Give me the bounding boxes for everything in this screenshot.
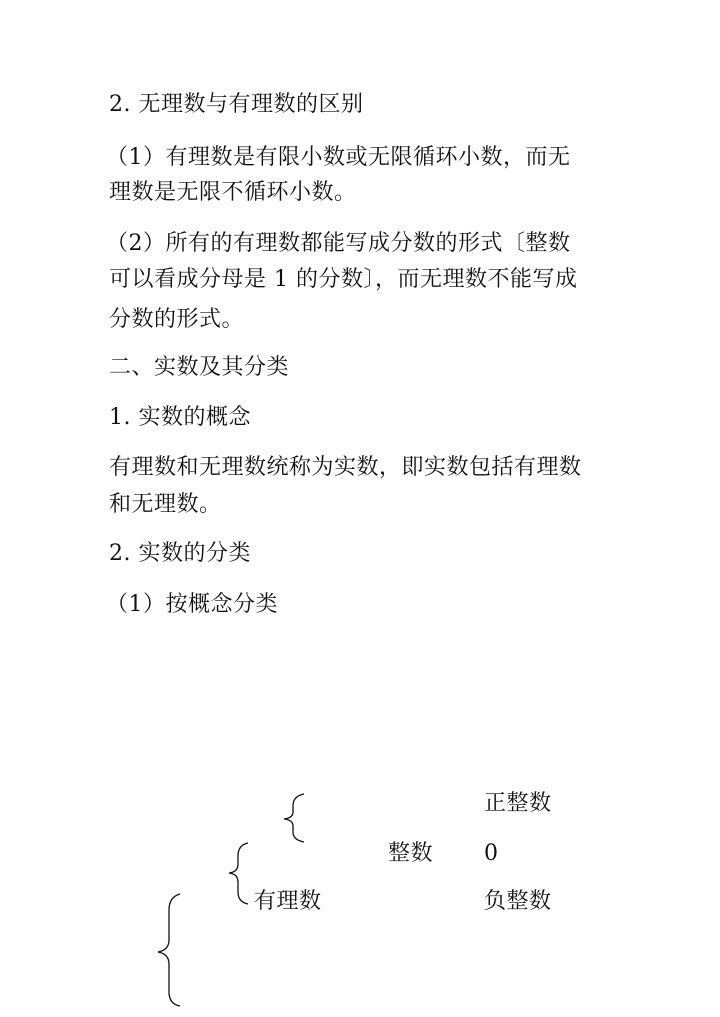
- tree-label-positive-integer: 正整数: [484, 791, 552, 816]
- paragraph-point2-line1: （2）所有的有理数都能写成分数的形式〔整数: [106, 231, 571, 256]
- subheading-by-concept: （1）按概念分类: [106, 592, 278, 617]
- paragraph-concept-line2: 和无理数。: [109, 492, 222, 517]
- paragraph-point1-line2: 理数是无限不循环小数。: [109, 180, 357, 205]
- tree-label-zero: 0: [484, 841, 499, 866]
- integer-brace: [284, 794, 304, 842]
- part-heading-real-numbers: 二、实数及其分类: [109, 355, 290, 380]
- rational-brace: [229, 843, 248, 904]
- section-heading-classification: 2. 实数的分类: [109, 541, 251, 566]
- tree-label-negative-integer: 负整数: [484, 889, 552, 914]
- tree-label-integer: 整数: [388, 841, 434, 866]
- tree-label-rational: 有理数: [254, 889, 322, 914]
- paragraph-point1-line1: （1）有理数是有限小数或无限循环小数，而无: [106, 145, 571, 170]
- paragraph-concept-line1: 有理数和无理数统称为实数，即实数包括有理数: [109, 455, 582, 480]
- paragraph-point2-line3: 分数的形式。: [109, 307, 245, 332]
- paragraph-point2-line2: 可以看成分母是 1 的分数〕，而无理数不能写成: [109, 267, 578, 292]
- real-number-brace: [158, 894, 180, 1006]
- section-heading-difference: 2. 无理数与有理数的区别: [109, 92, 364, 117]
- section-heading-concept: 1. 实数的概念: [109, 405, 251, 430]
